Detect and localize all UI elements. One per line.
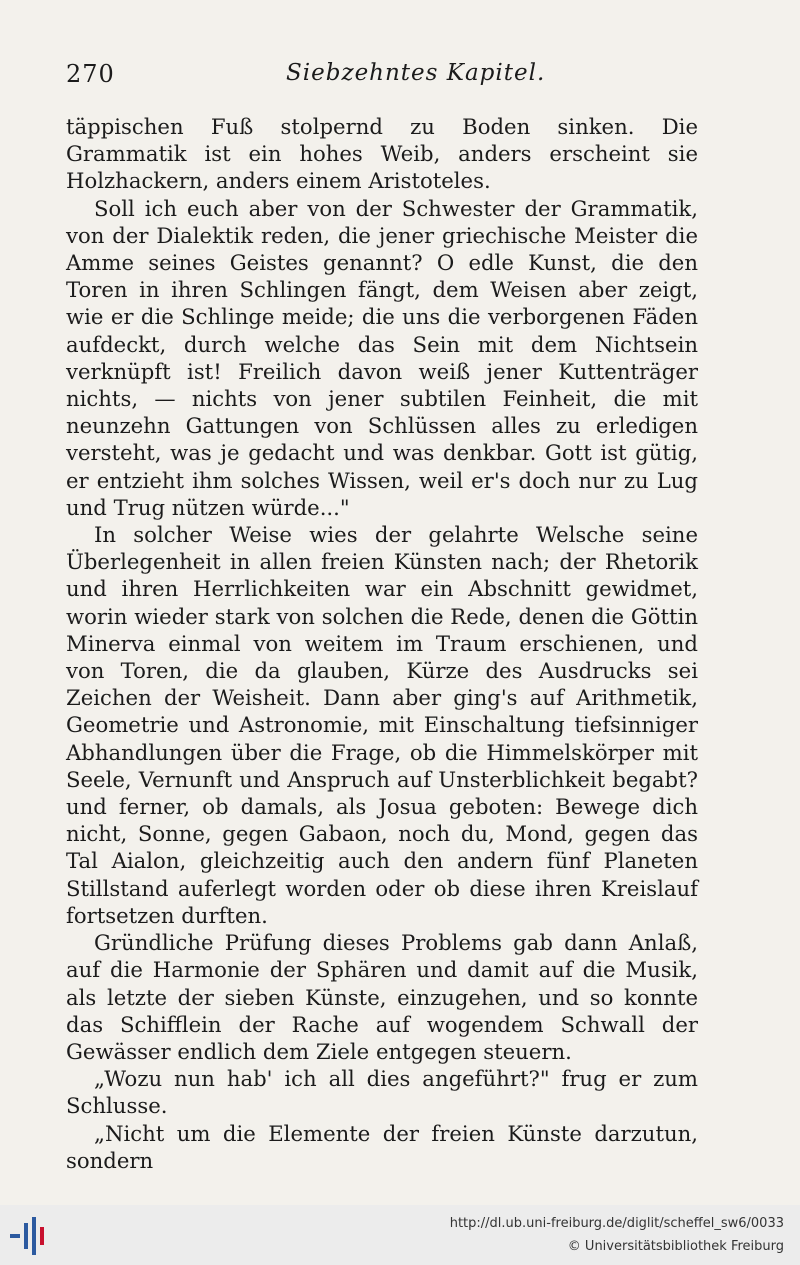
running-title: Siebzehntes Kapitel.	[286, 60, 546, 86]
library-logo-icon	[10, 1215, 50, 1257]
paragraph: In solcher Weise wies der gelahrte Welsche seine Überlegenheit in allen freien Künsten nach; der Rhetorik und ihren Herrlichkeiten war ein Abschnitt gewidmet, worin wieder stark von solchen die Rede, denen die Göttin Minerva einmal von weitem im Traum erschienen, und von Toren, die da glauben, Kürze des Ausdrucks sei Zeichen der Weisheit. Dann aber ging's auf Arithmetik, Geometrie und Astronomie, mit Einschaltung tiefsinniger Abhandlungen über die Frage, ob die Himmelskörper mit Seele, Vernunft und Anspruch auf Unsterblichkeit begabt? und ferner, ob damals, als Josua geboten: Bewege dich nicht, Sonne, gegen Gabaon, noch du, Mond, gegen das Tal Aialon, gleichzeitig auch den andern fünf Planeten Stillstand auferlegt worden oder ob diese ihren Kreislauf fortsetzen durften.	[66, 522, 698, 928]
body-text	[66, 113, 698, 1174]
paragraph: Soll ich euch aber von der Schwester der Grammatik, von der Dialektik reden, die jener griechische Meister die Amme seines Geistes genannt? O edle Kunst, die den Toren in ihren Schlingen fängt, dem Weisen aber zeigt, wie er die Schlinge meide; die uns die verborgenen Fäden aufdeckt, durch welche das Sein mit dem Nichtsein verknüpft ist! Freilich davon weiß jener Kuttenträger nichts, — nichts von jener subtilen Feinheit, die mit neunzehn Gattungen von Schlüssen alles zu erledigen versteht, was je gedacht und was denkbar. Gott ist gütig, er entzieht ihm solches Wissen, weil er's doch nur zu Lug und Trug nützen würde..."	[66, 195, 698, 520]
page-header	[66, 60, 696, 94]
paragraph: Gründliche Prüfung dieses Problems gab dann Anlaß, auf die Harmonie der Sphären und damit auf die Musik, als letzte der sieben Künste, einzugehen, und so konnte das Schifflein der Rache auf wogendem Schwall der Gewässer endlich dem Ziele entgegen steuern.	[66, 930, 698, 1064]
viewer-footer	[0, 1205, 800, 1265]
page-number: 270	[66, 60, 115, 88]
paragraph: „Nicht um die Elemente der freien Künste darzutun, sondern	[66, 1120, 698, 1173]
paragraph: täppischen Fuß stolpernd zu Boden sinken. Die Grammatik ist ein hohes Weib, anders erscheint sie Holzhackern, anders einem Aristoteles.	[66, 114, 698, 194]
source-url-link[interactable]: http://dl.ub.uni-freiburg.de/diglit/scheffel_sw6/0033	[449, 1216, 784, 1231]
paragraph: „Wozu nun hab' ich all dies angeführt?" frug er zum Schlusse.	[66, 1066, 698, 1119]
copyright-text: © Universitätsbibliothek Freiburg	[567, 1239, 784, 1254]
